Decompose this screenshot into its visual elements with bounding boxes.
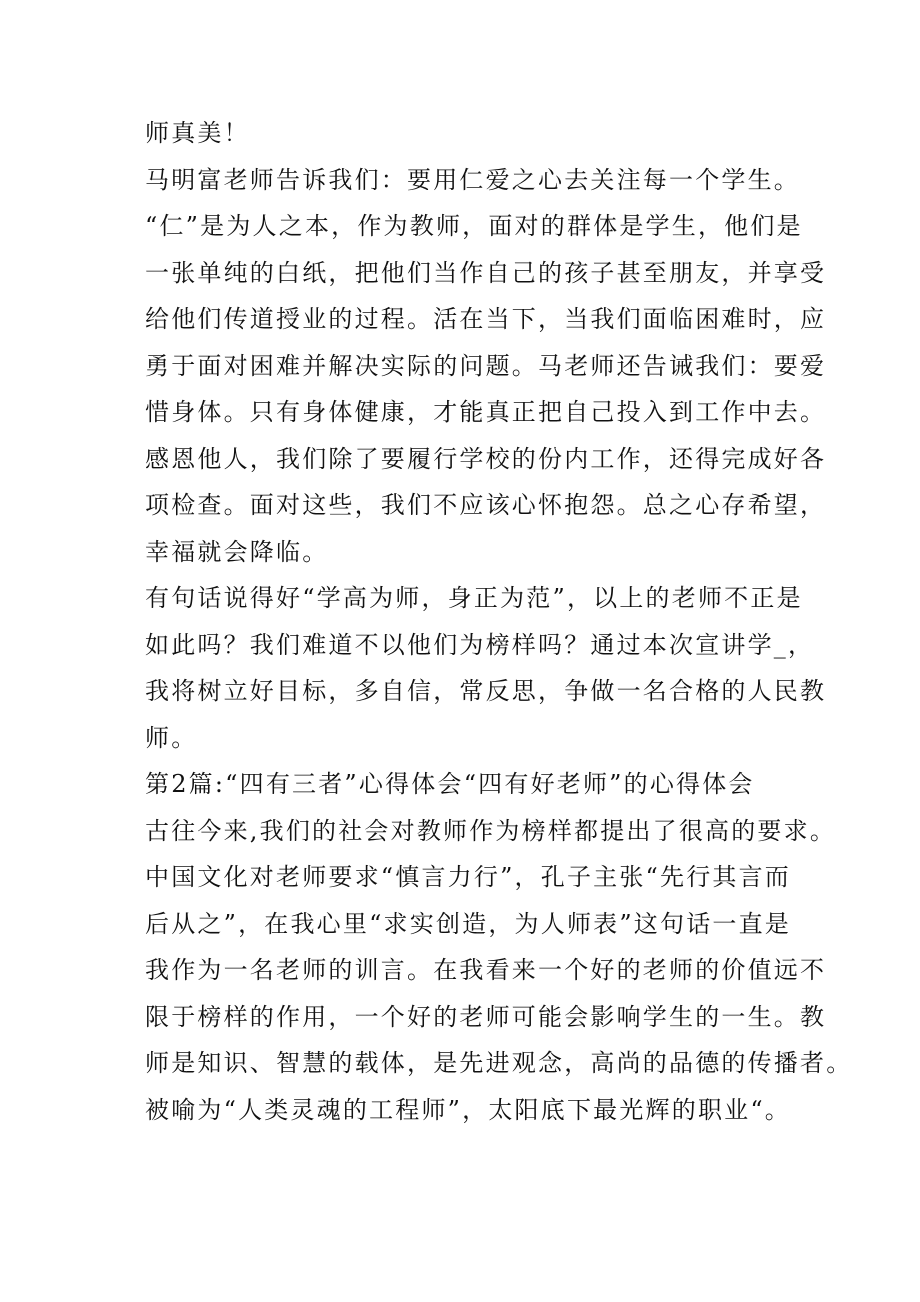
text-line: 我作为一名老师的训言。在我看来一个好的老师的价值远不 <box>145 956 827 984</box>
text-line: 中国文化对老师要求“慎言力行”，孔子主张“先行其言而 <box>145 863 792 891</box>
text-line: 我将树立好目标，多自信，常反思，争做一名合格的人民教 <box>145 677 827 705</box>
text-line: 限于榜样的作用，一个好的老师可能会影响学生的一生。教 <box>145 1002 827 1031</box>
text-line: 后从之”，在我心里“求实创造，为人师表”这句话一直是 <box>145 909 792 938</box>
text-line: 师。 <box>145 723 198 752</box>
text-line: 古往今来,我们的社会对教师作为榜样都提出了很高的要求。 <box>145 816 837 845</box>
text-line: 马明富老师告诉我们：要用仁爱之心去关注每一个学生。 <box>145 165 800 194</box>
text-line: 第2篇:“四有三者”心得体会“四有好老师”的心得体会 <box>145 770 755 798</box>
text-line: “仁”是为人之本，作为教师，面对的群体是学生，他们是 <box>145 212 803 240</box>
text-line: 师真美！ <box>145 119 250 147</box>
text-line: 幸福就会降临。 <box>145 537 329 566</box>
text-line: 被喻为“人类灵魂的工程师”，太阳底下最光辉的职业“。 <box>145 1095 792 1124</box>
text-line: 项检查。面对这些，我们不应该心怀抱怨。总之心存希望， <box>145 491 827 519</box>
text-line: 勇于面对困难并解决实际的问题。马老师还告诫我们：要爱 <box>145 351 827 380</box>
text-line: 有句话说得好“学高为师，身正为范”，以上的老师不正是 <box>145 584 803 612</box>
text-line: 惜身体。只有身体健康，才能真正把自己投入到工作中去。 <box>145 398 827 426</box>
text-line: 给他们传道授业的过程。活在当下，当我们面临困难时，应 <box>145 305 827 333</box>
text-line: 感恩他人，我们除了要履行学校的份内工作，还得完成好各 <box>145 444 827 473</box>
text-line: 师是知识、智慧的载体，是先进观念，高尚的品德的传播者。 <box>145 1049 853 1077</box>
text-line: 一张单纯的白纸，把他们当作自己的孩子甚至朋友，并享受 <box>145 258 827 287</box>
text-line: 如此吗？我们难道不以他们为榜样吗？通过本次宣讲学_， <box>145 630 815 659</box>
body-text <box>145 110 853 1133</box>
